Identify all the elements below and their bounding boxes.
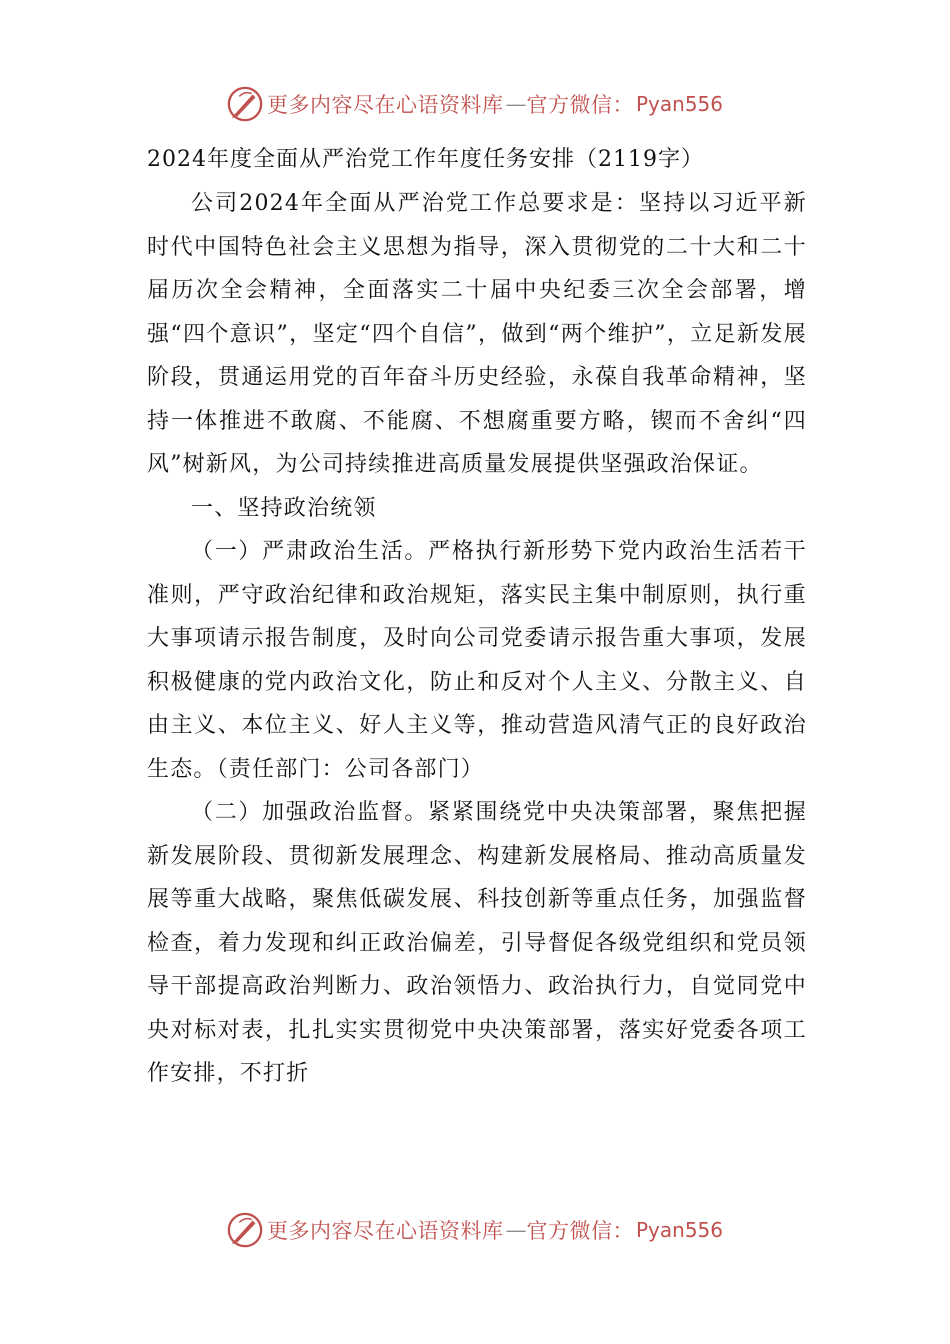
watermark-separator: — xyxy=(505,92,527,116)
watermark-wechat-id: Pyan556 xyxy=(636,1218,724,1242)
item-paragraph-2: （二）加强政治监督。紧紧围绕党中央决策部署，聚焦把握新发展阶段、贯彻新发展理念、构建新发展格局、推动高质量发展等重大战略，聚焦低碳发展、科技创新等重点任务，加强监督检查，着力发现和纠正政治偏差，引导督促各级党组织和党员领导干部提高政治判断力、政治领悟力、政治执行力，自觉同党中央对标对表，扎扎实实贯彻党中央决策部署，落实好党委各项工作安排，不打折 xyxy=(147,800,807,1086)
watermark-text: 更多内容尽在心语资料库 xyxy=(267,1219,504,1243)
watermark-wechat-label: 官方微信： xyxy=(526,93,634,117)
watermark-text: 更多内容尽在心语资料库 xyxy=(267,93,504,117)
watermark-footer xyxy=(226,1210,746,1250)
section-heading: 一、坚持政治统领 xyxy=(191,495,377,521)
watermark-header xyxy=(226,84,746,124)
watermark-wechat-label: 官方微信： xyxy=(526,1219,634,1243)
item-paragraph-1: （一）严肃政治生活。严格执行新形势下党内政治生活若干准则，严守政治纪律和政治规矩，落实民主集中制原则，执行重大事项请示报告制度，及时向公司党委请示报告重大事项，发展积极健康的党内政治文化，防止和反对个人主义、分散主义、自由主义、本位主义、好人主义等，推动营造风清气正的良好政治生态。（责任部门：公司各部门） xyxy=(147,539,807,782)
document-body xyxy=(147,138,807,1096)
pen-logo-icon xyxy=(226,85,264,123)
watermark-separator: — xyxy=(505,1218,527,1242)
document-title: 2024年度全面从严治党工作年度任务安排（2119字） xyxy=(147,147,704,172)
pen-logo-icon xyxy=(226,1211,264,1249)
intro-paragraph: 公司2024年全面从严治党工作总要求是：坚持以习近平新时代中国特色社会主义思想为指导，深入贯彻党的二十大和二十届历次全会精神，全面落实二十届中央纪委三次全会部署，增强“四个意识”，坚定“四个自信”，做到“两个维护”，立足新发展阶段，贯通运用党的百年奋斗历史经验，永葆自我革命精神，坚持一体推进不敢腐、不能腐、不想腐重要方略，锲而不舍纠“四风”树新风，为公司持续推进高质量发展提供坚强政治保证。 xyxy=(147,191,807,477)
watermark-wechat-id: Pyan556 xyxy=(636,92,724,116)
